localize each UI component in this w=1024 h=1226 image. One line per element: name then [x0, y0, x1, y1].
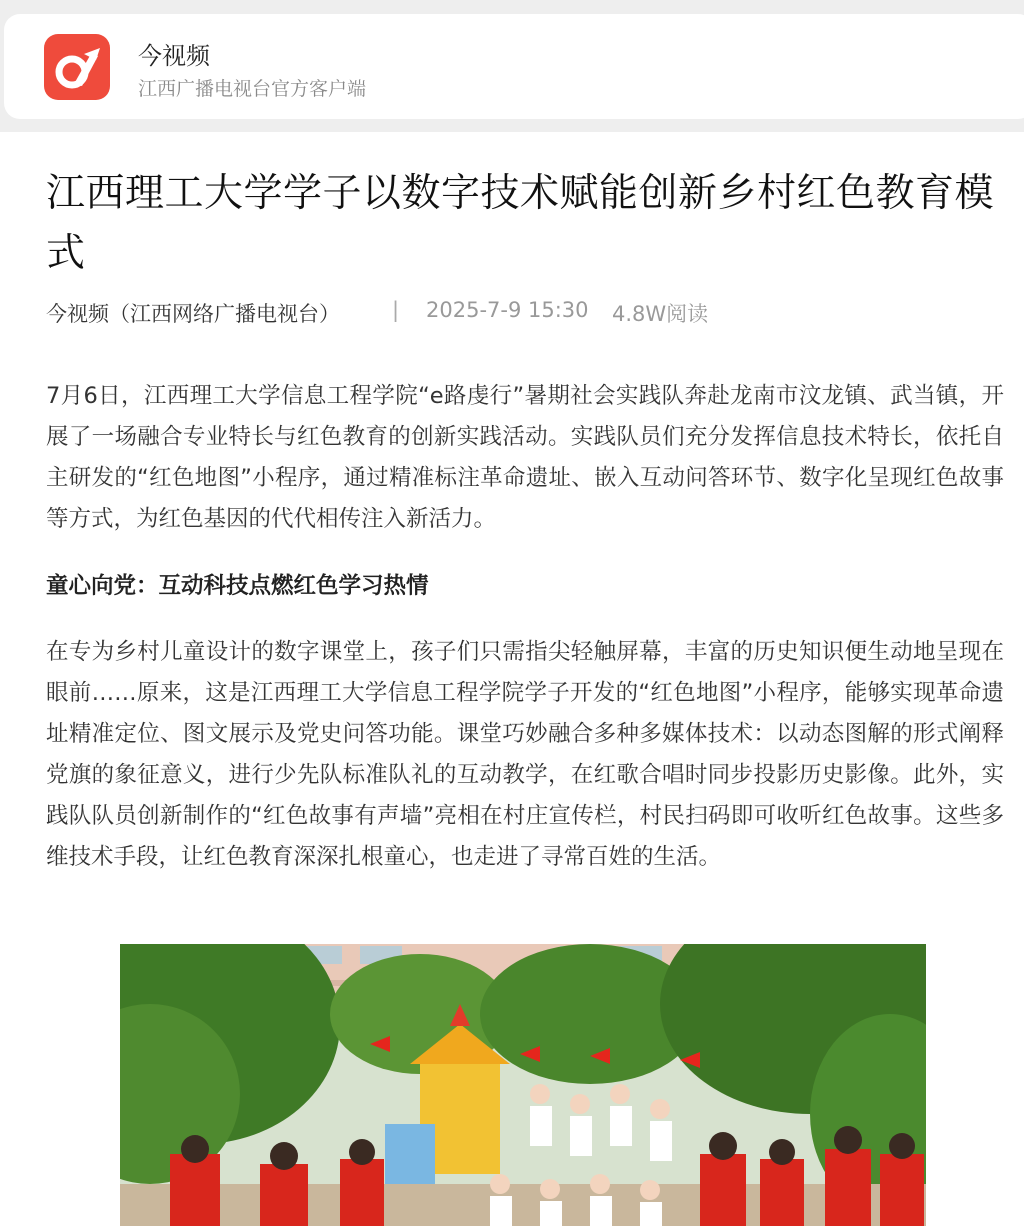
read-count: 4.8W阅读 [612, 302, 709, 326]
article-source[interactable]: 今视频（江西网络广播电视台） [46, 302, 340, 326]
article-title: 江西理工大学学子以数字技术赋能创新乡村红色教育模式 [46, 171, 995, 276]
publish-datetime: 2025-7-9 15:30 [426, 298, 589, 322]
app-subtitle: 江西广播电视台官方客户端 [138, 78, 367, 100]
article-paragraph-1: 7月6日，江西理工大学信息工程学院“e路虔行”暑期社会实践队奔赴龙南市汶龙镇、武当镇，开展了一场融合专业特长与红色教育的创新实践活动。实践队员们充分发挥信息技术特长，依托自主研发的“红色地图”小程序，通过精准标注革命遗址、嵌入互动问答环节、数字化呈现红色故事等方式，为红色基因的代代相传注入新活力。 [46, 383, 1004, 532]
logo-mark-icon [44, 34, 110, 100]
meta-separator: | [392, 298, 400, 322]
group-photo-illustration [120, 944, 926, 1226]
article-meta [46, 298, 1006, 328]
app-logo-icon[interactable] [44, 34, 110, 100]
app-name: 今视频 [138, 42, 210, 70]
article-subheading: 童心向党：互动科技点燃红色学习热情 [46, 573, 429, 599]
article-photo[interactable] [120, 944, 926, 1226]
article-paragraph-2: 在专为乡村儿童设计的数字课堂上，孩子们只需指尖轻触屏幕，丰富的历史知识便生动地呈现在眼前……原来，这是江西理工大学信息工程学院学子开发的“红色地图”小程序，能够实现革命遗址精准定位、图文展示及党史问答功能。课堂巧妙融合多种多媒体技术：以动态图解的形式阐释党旗的象征意义，进行少先队标准队礼的互动教学，在红歌合唱时同步投影历史影像。此外，实践队队员创新制作的“红色故事有声墙”亮相在村庄宣传栏，村民扫码即可收听红色故事。这些多维技术手段，让红色教育深深扎根童心，也走进了寻常百姓的生活。 [46, 639, 1004, 870]
